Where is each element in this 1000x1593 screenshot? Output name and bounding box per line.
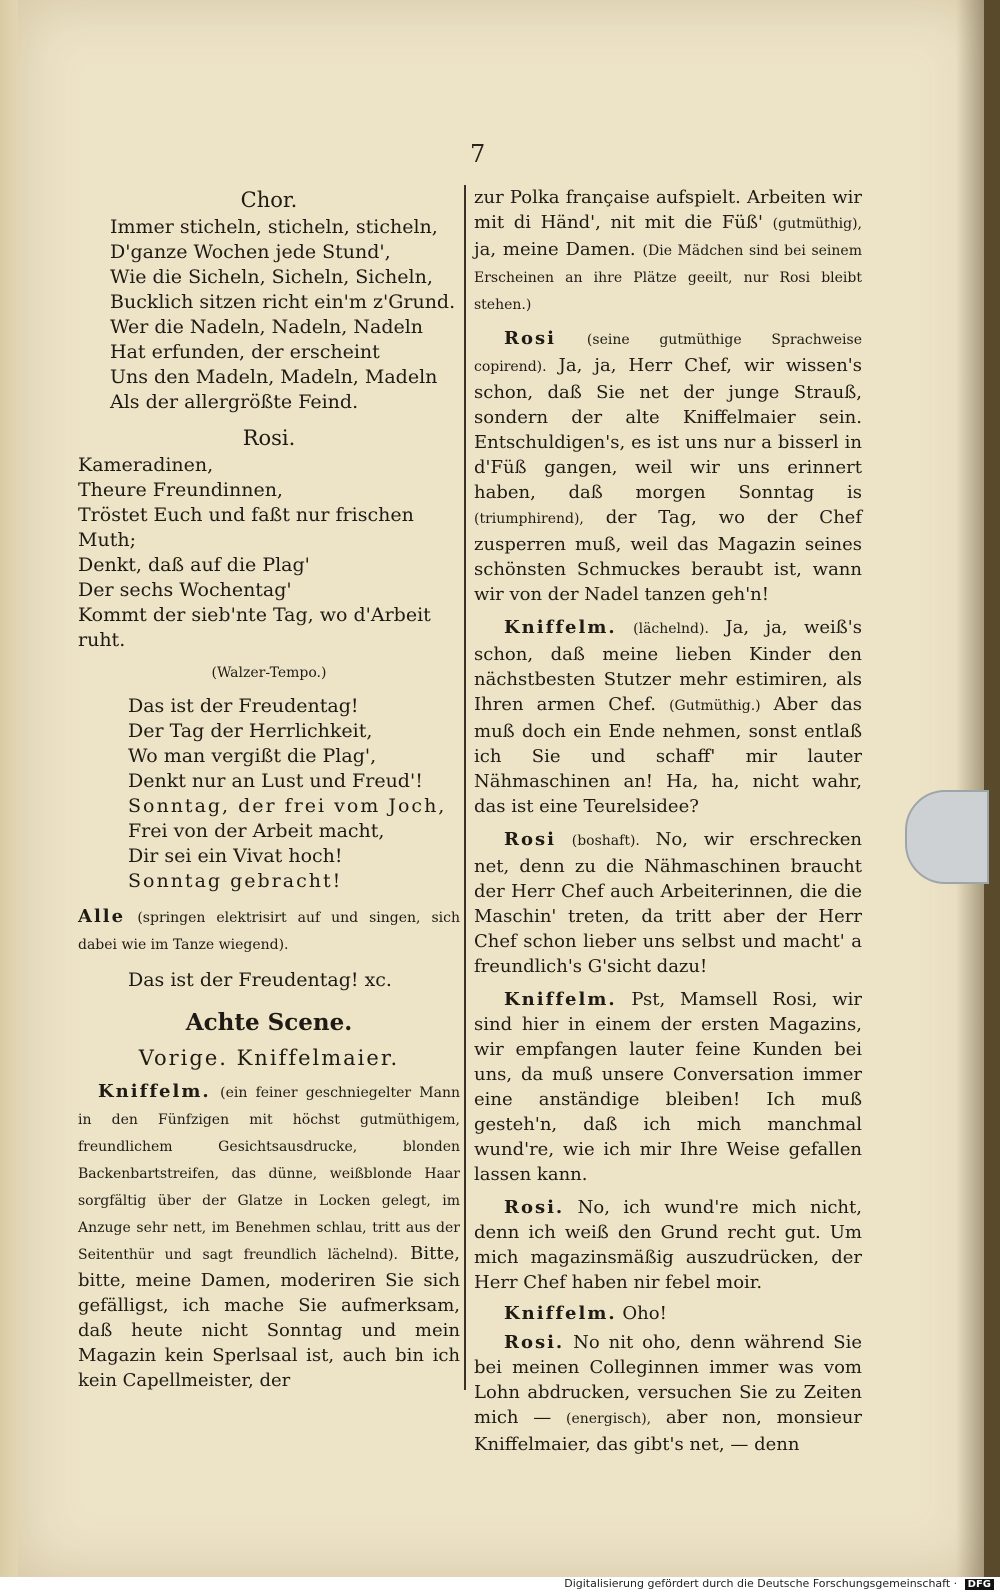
verse-line: Bucklich sitzen richt ein'm z'Grund. xyxy=(110,291,456,313)
verse-line: Frei von der Arbeit macht, xyxy=(128,820,385,842)
spoken-text: No, ich wund're mich nicht, denn ich weiß den Grund recht gut. Um mich magazinsmäßig auszudrücken, der Herr Chef haben nir febel moir. xyxy=(474,1197,862,1293)
page-number: 7 xyxy=(470,140,486,168)
verse-line: Das ist der Freudentag! xyxy=(128,695,359,717)
footer-text: Digitalisierung gefördert durch die Deutsche Forschungsgemeinschaft · xyxy=(564,1577,958,1590)
spoken-text: Pst, Mamsell Rosi, wir sind hier in einem der ersten Magazins, wir empfangen lauter feine Kunden bei uns, da muß unsere Conversation immer eine anständige bleiben! Ich muß gesteh'n, daß ich mich manchmal wund're, wie ich mir Ihre Weise gefallen lassen kann. xyxy=(474,989,862,1185)
stage-direction: (ein feiner geschniegelter Mann in den Fünfzigen mit höchst gutmüthigem, freundlichem Gesichtsausdrucke, blonden Backenbartstreifen, das dünne, weißblonde Haar sorgfältig über der Glatze in Locken gelegt, im Anzuge sehr nett, im Benehmen schlau, tritt aus der Seitenthür und sagt freundlich lächelnd). xyxy=(78,1085,460,1263)
stage-line xyxy=(474,1330,862,1457)
speaker-name: Kniffelm. xyxy=(98,1081,211,1102)
stage-line xyxy=(474,1195,862,1295)
spoken-text: Oho! xyxy=(622,1303,667,1324)
speaker-name: Rosi. xyxy=(504,1197,565,1218)
scene-title: Achte Scene. xyxy=(185,1009,353,1036)
left-column xyxy=(78,185,460,1393)
spoken-text: Ja, ja, Herr Chef, wir wissen's schon, daß Sie net der junge Strauß, sondern der alte Kniffelmaier sein. Entschuldigen's, es ist uns nur a bisserl in d'Füß gangen, weil wir uns erinnert haben, daß morgen Sonntag is xyxy=(474,355,862,503)
speaker-name: Kniffelm. xyxy=(504,617,617,638)
spoken-text: No, wir erschrecken net, denn zu die Nähmaschinen braucht der Herr Chef auch Arbeiterinnen, die die Maschin' treten, da tritt aber der Herr Chef schon lieber uns selbst und macht' a freundlich's G'sicht dazu! xyxy=(474,829,862,977)
speaker-name: Rosi xyxy=(504,829,556,850)
spoken-text: zur Polka française aufspielt. Arbeiten wir mit di Händ', nit mit die Füß' xyxy=(474,187,862,233)
spoken-text: No nit oho, denn während Sie bei meinen Colleginnen immer was vom Lohn abdrucken, versuchen Sie zu Zeiten mich — xyxy=(474,1332,862,1428)
page-edge-shadow xyxy=(956,0,984,1577)
verse-line: Wie die Sicheln, Sicheln, Sicheln, xyxy=(110,266,433,288)
verse-line: Tröstet Euch und faßt nur frischen Muth; xyxy=(78,504,414,551)
rosi-heading: Rosi. xyxy=(242,426,296,450)
stage-direction: (springen elektrisirt auf und singen, sich dabei wie im Tanze wiegend). xyxy=(78,910,460,953)
spoken-text: Ja, ja, weiß's schon, daß meine lieben Kinder den nächstbesten Stutzer mehr estimiren, als Ihren armen Chef. xyxy=(474,617,862,715)
rosi-verse xyxy=(78,453,460,653)
verse-line: Immer sticheln, sticheln, sticheln, xyxy=(110,216,438,238)
stage-line xyxy=(474,185,862,318)
verse-line: Kameradinen, xyxy=(78,454,214,476)
digitization-footer xyxy=(0,1577,1000,1593)
verse-line: Dir sei ein Vivat hoch! xyxy=(128,845,343,867)
stage-direction: (energisch), xyxy=(566,1411,652,1427)
page-clip xyxy=(905,790,989,884)
stage-direction: (triumphirend), xyxy=(474,511,584,527)
spoken-text: Aber das muß doch ein Ende nehmen, sonst entlaß ich Sie und schaff' mir lauter Nähmaschinen an! Ha, ha, nicht wahr, das ist eine Teurelsidee? xyxy=(474,694,862,817)
spoken-text: ja, meine Damen. xyxy=(474,239,636,260)
verse-line: Denkt, daß auf die Plag' xyxy=(78,554,310,576)
stage-line xyxy=(474,827,862,979)
speaker-name: Alle xyxy=(78,906,126,927)
verse-line: Denkt nur an Lust und Freud'! xyxy=(128,770,423,792)
spoken-text: aber non, monsieur Kniffelmaier, das gibt's net, — denn xyxy=(474,1407,862,1455)
verse-line: Hat erfunden, der erscheint xyxy=(110,341,380,363)
speaker-name: Rosi. xyxy=(504,1332,565,1353)
verse-line: Der Tag der Herrlichkeit, xyxy=(128,720,373,742)
verse-line: D'ganze Wochen jede Stund', xyxy=(110,241,391,263)
waltz-verse xyxy=(78,694,460,894)
stage-line xyxy=(474,326,862,607)
stage-direction: (Gutmüthig.) xyxy=(669,698,761,714)
verse-line: Als der allergrößte Feind. xyxy=(110,391,359,413)
stage-direction: (seine gutmüthige Sprachweise copirend). xyxy=(474,332,862,375)
stage-direction: (Die Mädchen sind bei seinem Erscheinen an ihre Plätze geeilt, nur Rosi bleibt stehen.) xyxy=(474,243,862,313)
verse-line: Wo man vergißt die Plag', xyxy=(128,745,377,767)
stage-line xyxy=(474,987,862,1187)
speaker-name: Kniffelm. xyxy=(504,1303,617,1324)
verse-line: Sonntag gebracht! xyxy=(128,870,343,892)
spoken-text: Bitte, bitte, meine Damen, moderiren Sie sich gefälligst, ich mache Sie aufmerksam, daß heute nicht Sonntag und mein Magazin kein Sperlsaal ist, auch bin ich kein Capellmeister, der xyxy=(78,1243,460,1391)
speaker-name: Kniffelm. xyxy=(504,989,617,1010)
scene-cast: Vorige. Kniffelmaier. xyxy=(138,1046,400,1070)
tempo-marking: (Walzer-Tempo.) xyxy=(211,665,327,681)
alle-line: Das ist der Freudentag! xc. xyxy=(128,969,392,991)
verse-line: Uns den Madeln, Madeln, Madeln xyxy=(110,366,438,388)
verse-line: Theure Freundinnen, xyxy=(78,479,283,501)
chorus-verse xyxy=(78,215,460,415)
stage-line xyxy=(474,1301,862,1326)
stage-direction: (gutmüthig), xyxy=(772,216,862,232)
stage-direction: (boshaft). xyxy=(571,833,640,849)
stage-direction: (lächelnd). xyxy=(633,621,709,637)
verse-line: Wer die Nadeln, Nadeln, Nadeln xyxy=(110,316,424,338)
stage-line-alle xyxy=(78,904,460,958)
stage-line xyxy=(474,615,862,819)
column-divider xyxy=(464,185,466,1390)
verse-line: Sonntag, der frei vom Joch, xyxy=(128,795,447,817)
spoken-text: der Tag, wo der Chef zusperren muß, weil das Magazin seines schönsten Schmuckes beraubt ist, wann wir von der Nadel tanzen geh'n! xyxy=(474,507,862,605)
verse-line: Der sechs Wochentag' xyxy=(78,579,292,601)
dfg-logo: DFG xyxy=(965,1579,994,1590)
verse-line: Kommt der sieb'nte Tag, wo d'Arbeit ruht. xyxy=(78,604,431,651)
stage-line-kniffel xyxy=(78,1079,460,1393)
speaker-name: Rosi xyxy=(504,328,556,349)
right-column xyxy=(474,185,862,1457)
chorus-heading: Chor. xyxy=(240,188,298,212)
